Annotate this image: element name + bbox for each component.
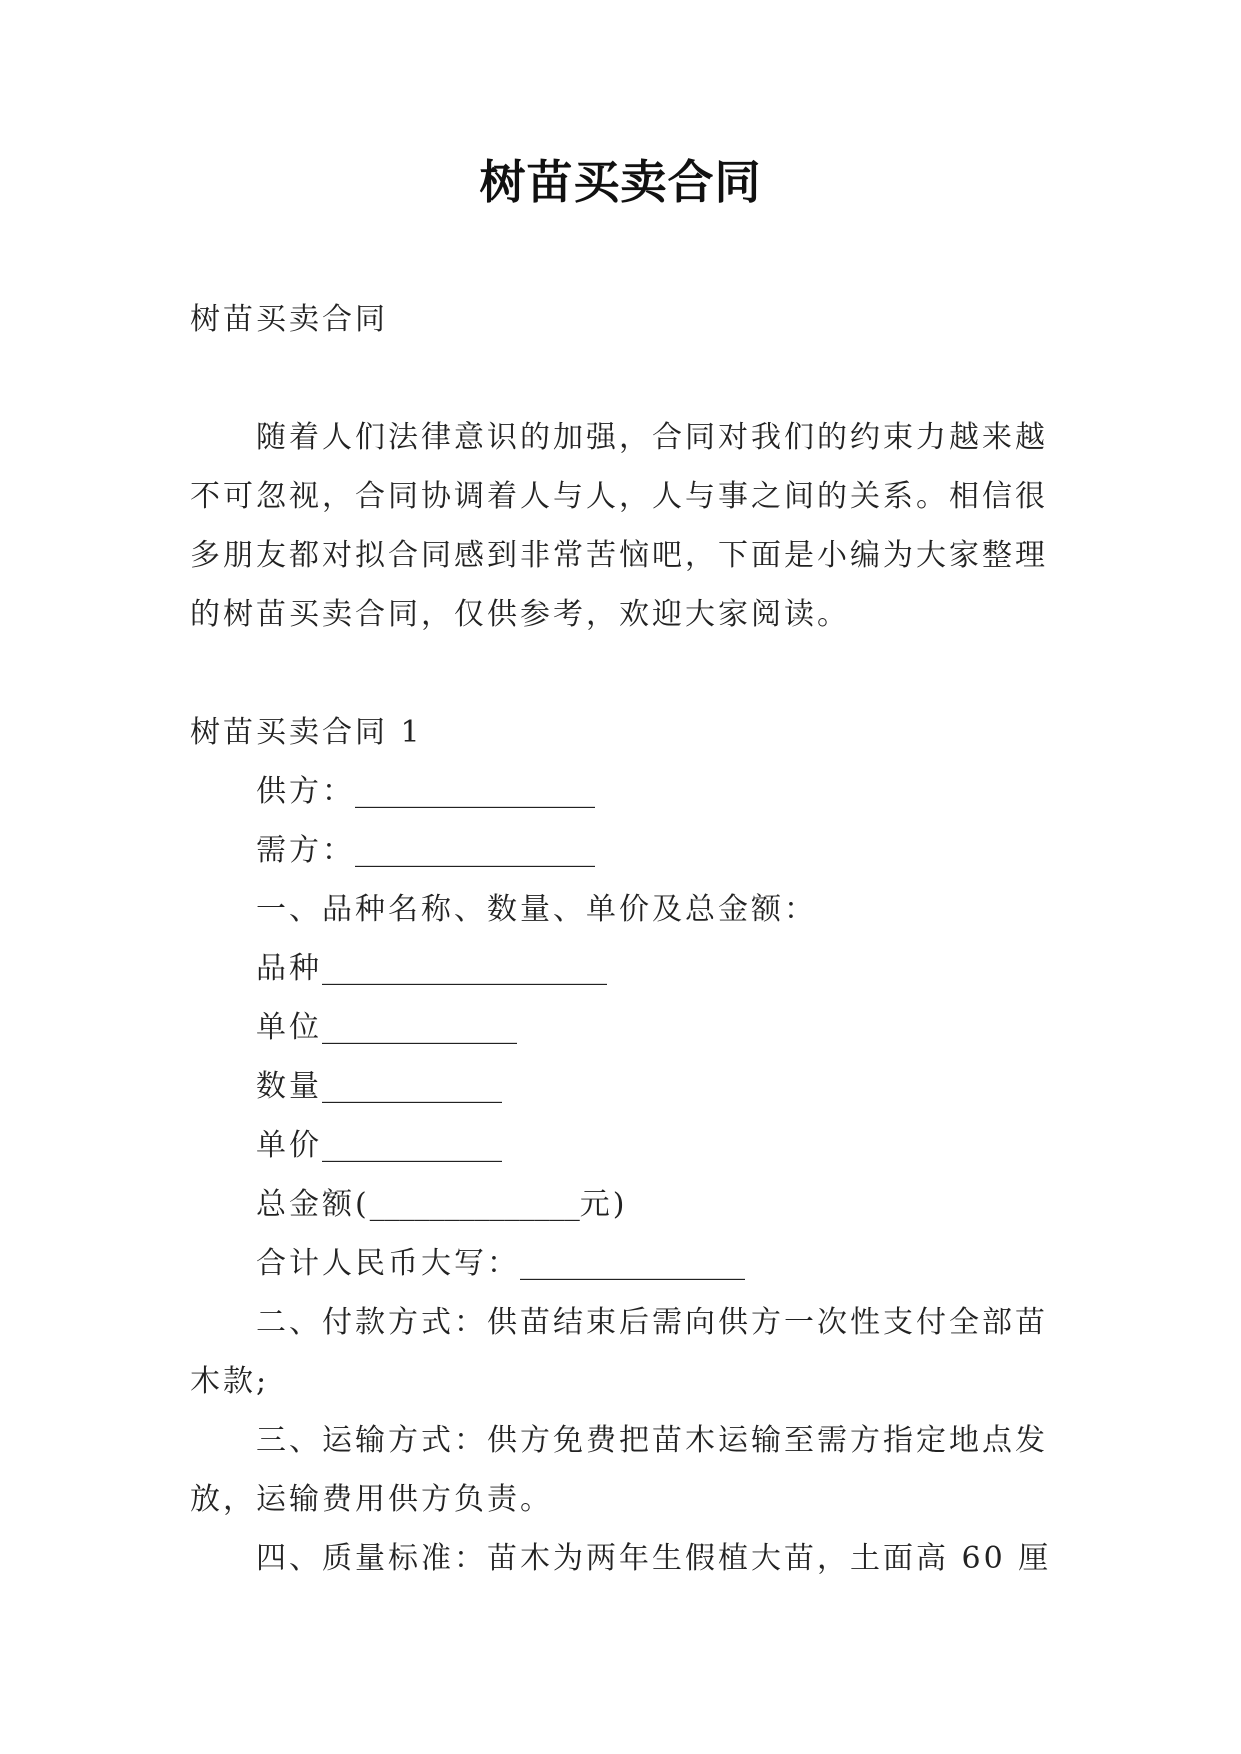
document-subtitle: 树苗买卖合同 bbox=[190, 302, 388, 337]
spacer bbox=[190, 644, 1052, 703]
total-amount-field bbox=[190, 1175, 1052, 1234]
total-rmb-label: 合计人民币大写： bbox=[256, 1246, 520, 1281]
intro-paragraph: 随着人们法律意识的加强，合同对我们的约束力越来越不可忽视，合同协调着人与人，人与事之间的关系。相信很多朋友都对拟合同感到非常苦恼吧，下面是小编为大家整理的树苗买卖合同，仅供参考，欢迎大家阅读。 bbox=[190, 420, 1048, 632]
spacer bbox=[190, 349, 1052, 408]
total-rmb-field bbox=[190, 1234, 1052, 1293]
document-body bbox=[190, 290, 1052, 1588]
total-amount-blank: ______________ bbox=[369, 1187, 580, 1222]
buyer-label: 需方： bbox=[256, 833, 355, 868]
clause-2-payment: 二、付款方式：供苗结束后需向供方一次性支付全部苗木款; bbox=[190, 1305, 1048, 1399]
supplier-field bbox=[190, 762, 1052, 821]
variety-field bbox=[190, 939, 1052, 998]
document-title: 树苗买卖合同 bbox=[479, 155, 762, 209]
supplier-blank: ________________ bbox=[355, 774, 595, 809]
unit-field bbox=[190, 998, 1052, 1057]
variety-label: 品种 bbox=[256, 951, 322, 986]
clause-3-transport: 三、运输方式：供方免费把苗木运输至需方指定地点发放，运输费用供方负责。 bbox=[190, 1423, 1048, 1517]
quantity-blank: ____________ bbox=[322, 1069, 502, 1104]
unit-label: 单位 bbox=[256, 1010, 322, 1045]
unit-blank: _____________ bbox=[322, 1010, 517, 1045]
buyer-field bbox=[190, 821, 1052, 880]
total-rmb-blank: _______________ bbox=[520, 1246, 745, 1281]
variety-blank: ___________________ bbox=[322, 951, 607, 986]
buyer-blank: ________________ bbox=[355, 833, 595, 868]
quantity-label: 数量 bbox=[256, 1069, 322, 1104]
unit-price-label: 单价 bbox=[256, 1128, 322, 1163]
unit-price-blank: ____________ bbox=[322, 1128, 502, 1163]
clause-4-quality: 四、质量标准：苗木为两年生假植大苗，土面高 60 厘 bbox=[256, 1541, 1052, 1576]
supplier-label: 供方： bbox=[256, 774, 355, 809]
total-amount-label: 总金额( bbox=[256, 1187, 370, 1222]
section-heading: 树苗买卖合同 1 bbox=[190, 715, 423, 750]
quantity-field bbox=[190, 1057, 1052, 1116]
total-amount-suffix: 元) bbox=[579, 1187, 628, 1222]
clause-1-heading: 一、品种名称、数量、单价及总金额： bbox=[256, 892, 817, 927]
unit-price-field bbox=[190, 1116, 1052, 1175]
